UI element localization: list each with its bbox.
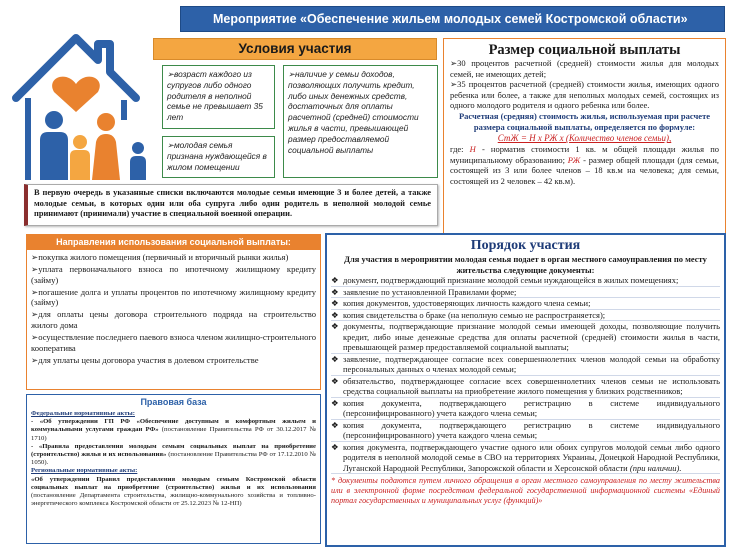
list-item — [331, 287, 720, 299]
page-title: Мероприятие «Обеспечение жильем молодых семей Костромской области» — [180, 6, 725, 32]
regional-act-1-ref: (постановление Департамента строительства, жилищно-коммунального хозяйства и топливно-энергетического комплекса Костромской области от 25.12.2023 № 12-НП) — [31, 492, 316, 508]
diamond-bullet-icon: ❖ — [331, 441, 339, 452]
list-item — [331, 442, 720, 475]
federal-act-1-title: - «Об утверждении ГП РФ «Обеспечение доступным и комфортным жильем и коммунальными услугами граждан РФ» — [31, 418, 316, 434]
check-arrow-icon: ➢ — [167, 140, 174, 150]
condition-income-text: наличие у семьи доходов, позволяющих получить кредит, либо иных денежных средств, достаточных для оплаты расчетной (средней) стоимости жилья в части, превышающей размер предоставляемой социальной выплаты — [288, 69, 419, 155]
list-item-text: погашение долга и уплаты процентов по ипотечному жилищному кредиту (займу) — [31, 286, 316, 308]
list-item-text: покупка жилого помещения (первичный и вторичный рынки жилья) — [38, 252, 289, 262]
list-item-text: копия документов, удостоверяющих личность каждого члена семьи; — [343, 298, 591, 309]
list-item-text: для уплаты цены договора участия в долевом строительстве — [38, 354, 259, 365]
condition-age — [162, 65, 275, 129]
list-item-text: для оплаты цены договора строительного подряда на строительство жилого дома — [31, 309, 316, 331]
list-item — [331, 310, 720, 322]
check-arrow-icon: ➢ — [31, 332, 39, 343]
formula-legend — [444, 144, 725, 186]
list-item-text: заявление по установленной Правилами форме; — [343, 286, 517, 297]
regional-acts-heading: Региональные нормативные акты: — [31, 467, 138, 475]
check-arrow-icon: ➢ — [450, 58, 458, 68]
federal-acts-heading: Федеральные нормативные акты: — [31, 410, 135, 417]
list-item-text: копия документа, подтверждающего регистрацию в системе индивидуального (персонифицированного) учета каждого члена семьи; — [343, 419, 720, 441]
formula-rz-symbol: РЖ — [567, 154, 581, 165]
federal-act-1-ref: (постановление Правительства РФ от 30.12.2017 № 1710) — [31, 426, 316, 442]
condition-need-text: молодая семья признана нуждающейся в жилом помещении — [167, 140, 267, 172]
procedure-panel — [325, 233, 726, 547]
legal-basis-panel — [26, 394, 321, 544]
list-item — [31, 309, 316, 330]
payment-size-title: Размер социальной выплаты — [488, 42, 681, 58]
federal-act-1 — [31, 418, 316, 443]
condition-need — [162, 136, 275, 178]
diamond-bullet-icon: ❖ — [331, 375, 339, 386]
formula-n-desc: - норматив стоимости 1 кв. м общей площади жилья по муниципальному образованию; — [450, 144, 719, 165]
check-arrow-icon: ➢ — [31, 354, 39, 365]
check-arrow-icon: ➢ — [288, 69, 295, 79]
federal-act-2-ref: (постановление Правительства РФ от 17.12.2010 № 1050). — [31, 451, 316, 467]
list-item — [331, 420, 720, 442]
legal-basis-title: Правовая база — [140, 397, 207, 407]
diamond-bullet-icon: ❖ — [331, 298, 339, 309]
regional-act-1 — [31, 476, 316, 509]
payment-size-p2-text: 35 процентов расчетной (средней) стоимости жилья, имеющих одного ребенка или более, а также для неполных молодых семей, состоящих из одного молодого родителя и одного ребенка или более. — [450, 79, 719, 111]
list-item-text: копия свидетельства о браке (на неполную семью не распространяется); — [343, 309, 606, 320]
list-item — [331, 321, 720, 354]
directions-list — [26, 250, 321, 390]
diamond-bullet-icon: ❖ — [331, 353, 339, 364]
conditions-title: Условия участия — [153, 38, 437, 60]
list-item — [331, 354, 720, 376]
diamond-bullet-icon: ❖ — [331, 397, 339, 408]
list-item-text: уплата первоначального взноса по ипотечному жилищному кредиту (займу) — [31, 264, 316, 285]
list-item — [331, 275, 720, 287]
diamond-bullet-icon: ❖ — [331, 321, 339, 332]
formula-where: где: — [450, 144, 464, 155]
cost-formula: СтЖ = Н х РЖ х (Количество членов семьи), — [497, 133, 672, 144]
procedure-footnote: * документы подаются путем личного обращения в орган местного самоуправления по месту жительства или в электронной форме посредством федеральной государственной информационной системы «Единый портал государственных и муниципальных услуг (функций)» — [331, 476, 720, 506]
check-arrow-icon: ➢ — [31, 252, 39, 262]
regional-act-1-title: «Об утверждении Правил предоставления молодым семьям Костромской области социальных выплат на приобретение (строительство) жилья и их использования — [31, 475, 316, 491]
priority-note: В первую очередь в указанные списки включаются молодые семьи имеющие 3 и более детей, а также молодые семьи, в которых один или оба супруга либо один родитель в неполной молодой семье принимают (принимали) участие в специальной военной операции. — [24, 184, 438, 226]
formula-rz-desc: - размер общей площади (для семьи, состоящей из 3 или более членов – 18 кв.м на человека; для семьи, состоящей из 2 человек – 42 кв.м). — [450, 154, 720, 186]
list-item-suffix: (при наличии). — [627, 462, 682, 473]
payment-size-p1 — [444, 58, 725, 79]
list-item-text: копия документа, подтверждающего участие одного или обоих супругов молодой семьи либо одного родителя в неполной молодой семье в СВО на территориях Украины, Донецкой Народной Республики, Луганской Народной Республики, Запорожской области и Херсонской области — [343, 441, 720, 473]
payment-size-p2 — [444, 79, 725, 111]
check-arrow-icon: ➢ — [31, 286, 39, 297]
list-item — [331, 398, 720, 420]
diamond-bullet-icon: ❖ — [331, 419, 339, 430]
condition-income — [283, 65, 438, 178]
cost-formula-heading: Расчетная (средняя) стоимость жилья, используемая при расчете размера социальной выплаты, определяется по формуле: — [458, 110, 711, 132]
list-item — [31, 252, 316, 263]
list-item — [31, 355, 316, 366]
check-arrow-icon: ➢ — [31, 264, 39, 274]
list-item — [31, 287, 316, 308]
check-arrow-icon: ➢ — [450, 79, 458, 90]
diamond-bullet-icon: ❖ — [331, 286, 339, 297]
directions-title: Направления использования социальной выплаты: — [26, 234, 321, 250]
list-item-text: документы, подтверждающие признание молодой семьи имеющей доходы, позволяющие получить кредит, либо иные денежные средства для оплаты расчетной (средней) стоимости жилья в части, превышающей размер предоставляемой социальной выплаты; — [343, 321, 720, 353]
family-house-icon — [6, 20, 166, 190]
procedure-title: Порядок участия — [470, 238, 581, 253]
diamond-bullet-icon: ❖ — [331, 309, 339, 320]
list-item — [31, 332, 316, 353]
diamond-bullet-icon: ❖ — [331, 275, 339, 286]
list-item-text: документ, подтверждающий признание молодой семьи нуждающейся в жилых помещениях; — [343, 275, 679, 286]
payment-size-p1-text: 30 процентов расчетной (средней) стоимости жилья для молодых семей, не имеющих детей; — [450, 58, 719, 79]
payment-size-panel — [443, 38, 726, 235]
federal-act-2 — [31, 443, 316, 468]
list-item — [331, 376, 720, 398]
federal-act-2-title: - «Правила предоставления молодым семьям социальных выплат на приобретение (строительство) жилья и их использования» — [31, 442, 316, 459]
check-arrow-icon: ➢ — [31, 309, 39, 320]
list-item-text: обязательство, подтверждающее согласие всех совершеннолетних членов семьи не использовать средства социальной выплаты на приобретение жилого помещения у близких родственников; — [343, 375, 720, 397]
check-arrow-icon: ➢ — [167, 69, 174, 79]
list-item — [331, 298, 720, 310]
list-item-text: копия документа, подтверждающего регистрацию в системе индивидуального (персонифицированного) учета каждого члена семьи; — [343, 397, 720, 419]
list-item-text: заявление, подтверждающее согласие всех совершеннолетних членов молодой семьи на обработку персональных данных о членах молодой семьи; — [343, 353, 720, 375]
list-item — [31, 264, 316, 285]
list-item-text: осуществление последнего паевого взноса членом жилищно-строительного кооператива — [31, 332, 317, 353]
formula-n-symbol: Н — [469, 144, 476, 155]
condition-age-text: возраст каждого из супругов либо одного родителя в неполной семье не превышает 35 лет — [167, 69, 263, 123]
procedure-intro: Для участия в мероприятии молодая семья подает в орган местного самоуправления по месту жительства следующие документы: — [344, 254, 707, 275]
